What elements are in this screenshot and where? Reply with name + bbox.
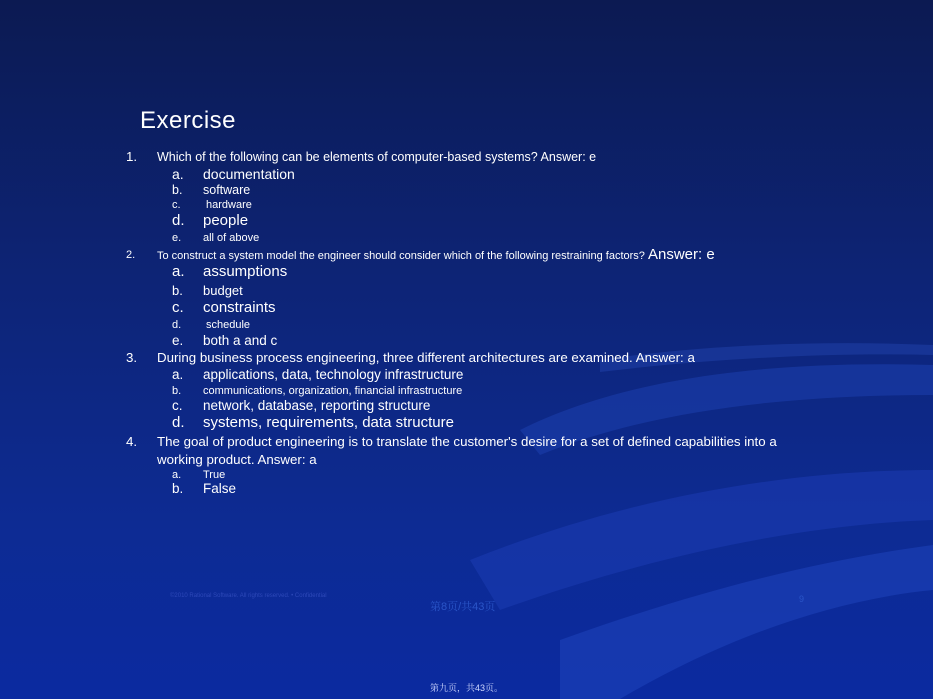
option-letter: c.: [172, 199, 181, 211]
option: [172, 283, 243, 299]
option: [172, 300, 276, 316]
option: [172, 264, 287, 280]
option-letter: d.: [172, 319, 182, 331]
question-number: 4.: [126, 434, 138, 449]
question-text: Which of the following can be elements of computer-based systems? Answer: e: [157, 150, 597, 164]
question-number: 1.: [126, 149, 138, 164]
question-text: The goal of product engineering is to translate the customer's desire for a set of defined capabilities into a working product. Answer: a: [157, 434, 777, 467]
option: [172, 367, 463, 383]
option: [172, 333, 277, 349]
option: [172, 415, 454, 431]
question-number: 2.: [126, 249, 136, 261]
option-letter: a.: [172, 166, 184, 182]
option: [172, 197, 252, 213]
option-text: constraints: [203, 299, 276, 316]
option-text: all of above: [203, 232, 260, 244]
option-text: assumptions: [203, 263, 288, 280]
option-text: systems, requirements, data structure: [203, 414, 454, 431]
option-letter: b.: [172, 283, 183, 298]
copyright-notice: ©2010 Rational Software. All rights reserved. • Confidential: [170, 593, 327, 599]
option-letter: d.: [172, 212, 185, 229]
outer-page-indicator: 第九页，共43页。: [429, 683, 503, 693]
option: [172, 213, 248, 229]
option: [172, 166, 295, 182]
option-text: network, database, reporting structure: [203, 398, 431, 413]
option: [172, 182, 250, 198]
option: [172, 230, 259, 246]
option: [172, 398, 430, 414]
option-text: applications, data, technology infrastructure: [203, 367, 464, 382]
option-text: schedule: [206, 319, 251, 331]
option-text: communications, organization, financial infrastructure: [203, 385, 463, 397]
slide-title: Exercise: [140, 107, 237, 134]
option: [172, 317, 250, 333]
option: [172, 383, 462, 399]
option-letter: d.: [172, 414, 185, 431]
option-letter: b.: [172, 385, 182, 397]
option-text: software: [203, 183, 251, 197]
option-letter: a.: [172, 263, 185, 280]
option-letter: a.: [172, 367, 184, 382]
question-text: To construct a system model the engineer should consider which of the following restraining factors?: [157, 250, 645, 262]
option-text: budget: [203, 283, 243, 298]
option-text: True: [203, 469, 226, 481]
answer-text: Answer: e: [647, 246, 715, 263]
option-letter: b.: [172, 183, 183, 197]
option-text: documentation: [203, 166, 295, 182]
question-text: During business process engineering, three different architectures are examined. Answer: a: [157, 350, 695, 365]
question-number: 3.: [126, 350, 138, 365]
option-text: False: [203, 481, 237, 496]
option-letter: b.: [172, 481, 184, 496]
option: [172, 481, 236, 497]
option-letter: e.: [172, 232, 182, 244]
option-letter: c.: [172, 398, 183, 413]
option-letter: e.: [172, 333, 184, 348]
option-text: hardware: [206, 199, 252, 211]
option-text: people: [203, 212, 249, 229]
option-text: both a and c: [203, 333, 278, 348]
inner-page-indicator: 第8页/共43页: [430, 601, 496, 613]
option-letter: c.: [172, 299, 184, 316]
slide-number: 9: [799, 594, 805, 604]
option-letter: a.: [172, 469, 182, 481]
